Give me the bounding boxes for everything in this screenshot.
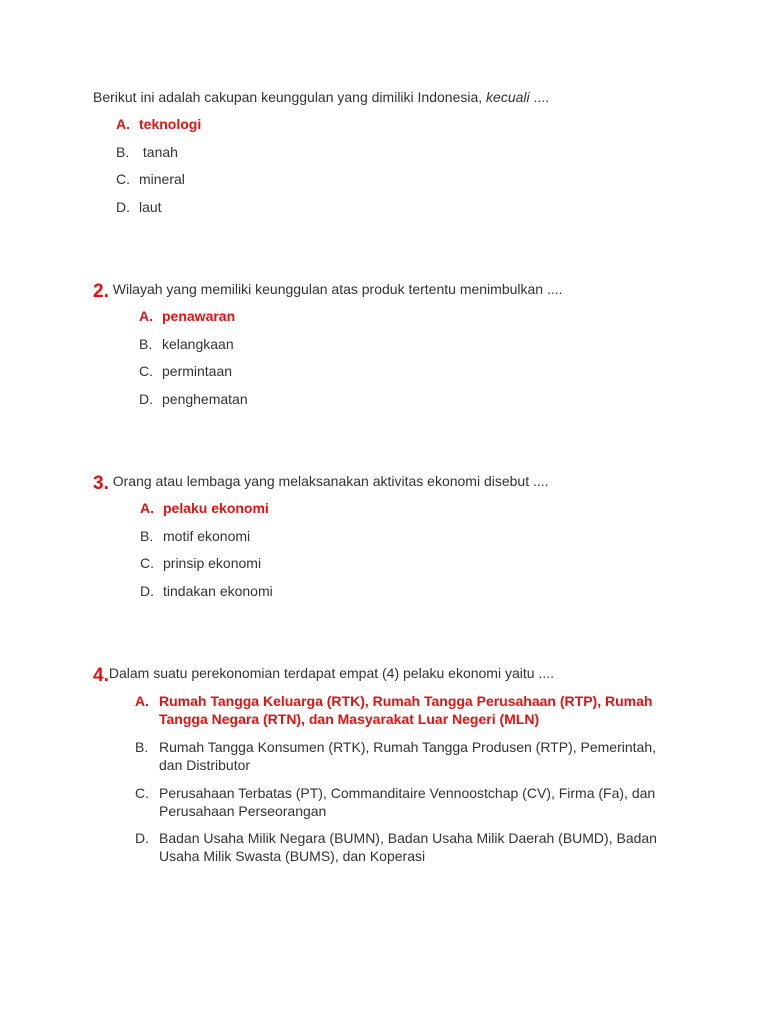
- option-letter: B.: [139, 336, 153, 352]
- option-text: Perusahaan Terbatas (PT), Commanditaire Vennoostchap (CV), Firma (Fa), dan Perusahaan Perseorangan: [159, 785, 656, 819]
- option-d: [116, 198, 616, 216]
- question-stem: [93, 88, 549, 106]
- option-a: [135, 692, 675, 728]
- stem-end: ....: [529, 89, 550, 105]
- option-letter: D.: [135, 830, 149, 846]
- option-letter: C.: [140, 555, 154, 571]
- option-c: [135, 784, 675, 820]
- option-letter: D.: [116, 199, 130, 215]
- option-letter: B.: [135, 739, 149, 755]
- option-text: penawaran: [162, 308, 236, 324]
- option-a: [116, 115, 616, 133]
- option-b: [135, 738, 675, 774]
- option-a: [139, 307, 639, 325]
- option-letter: D.: [139, 391, 153, 407]
- question-number: 3.: [93, 473, 109, 494]
- option-b: [140, 527, 640, 545]
- option-b: [139, 335, 639, 353]
- option-text: kelangkaan: [162, 336, 234, 352]
- stem-text: Wilayah yang memiliki keunggulan atas produk tertentu menimbulkan ....: [112, 281, 563, 297]
- option-d: [135, 829, 675, 865]
- option-text: tindakan ekonomi: [163, 583, 273, 599]
- question-1: [93, 88, 549, 106]
- question-4: [93, 664, 554, 685]
- option-text: permintaan: [162, 363, 233, 379]
- option-letter: C.: [135, 785, 149, 801]
- stem-text: Dalam suatu perekonomian terdapat empat (4) pelaku ekonomi yaitu ....: [108, 665, 554, 681]
- option-letter: C.: [116, 171, 130, 187]
- option-b: [116, 143, 616, 161]
- option-letter: A.: [135, 693, 149, 709]
- question-stem: [93, 280, 563, 301]
- option-letter: A.: [140, 500, 154, 516]
- option-d: [140, 582, 640, 600]
- option-text: motif ekonomi: [163, 528, 251, 544]
- option-letter: B.: [140, 528, 154, 544]
- option-letter: D.: [140, 583, 154, 599]
- option-text: mineral: [139, 171, 185, 187]
- option-text: Badan Usaha Milik Negara (BUMN), Badan Usaha Milik Daerah (BUMD), Badan Usaha Milik Swasta (BUMS), dan Koperasi: [159, 830, 657, 864]
- option-text: teknologi: [139, 116, 202, 132]
- option-letter: A.: [139, 308, 153, 324]
- option-text: pelaku ekonomi: [163, 500, 269, 516]
- option-text: laut: [139, 199, 162, 215]
- option-letter: B.: [116, 144, 130, 160]
- option-text: penghematan: [162, 391, 248, 407]
- option-text: Rumah Tangga Konsumen (RTK), Rumah Tangga Produsen (RTP), Pemerintah, dan Distributor: [159, 739, 656, 773]
- option-text: tanah: [139, 144, 178, 160]
- question-number: 2.: [93, 281, 109, 302]
- stem-italic: kecuali: [486, 89, 530, 105]
- question-stem: [93, 664, 554, 685]
- stem-text: Orang atau lembaga yang melaksanakan aktivitas ekonomi disebut ....: [112, 473, 549, 489]
- option-letter: A.: [116, 116, 130, 132]
- option-d: [139, 390, 639, 408]
- option-text: Rumah Tangga Keluarga (RTK), Rumah Tangga Perusahaan (RTP), Rumah Tangga Negara (RTN), dan Masyarakat Luar Negeri (MLN): [159, 693, 653, 727]
- question-number: 4.: [93, 665, 109, 686]
- option-c: [139, 362, 639, 380]
- option-c: [116, 170, 616, 188]
- option-letter: C.: [139, 363, 153, 379]
- option-a: [140, 499, 640, 517]
- stem-text: Berikut ini adalah cakupan keunggulan yang dimiliki Indonesia,: [93, 89, 487, 105]
- option-c: [140, 554, 640, 572]
- option-text: prinsip ekonomi: [163, 555, 262, 571]
- question-3: [93, 472, 549, 493]
- question-2: [93, 280, 563, 301]
- question-stem: [93, 472, 549, 493]
